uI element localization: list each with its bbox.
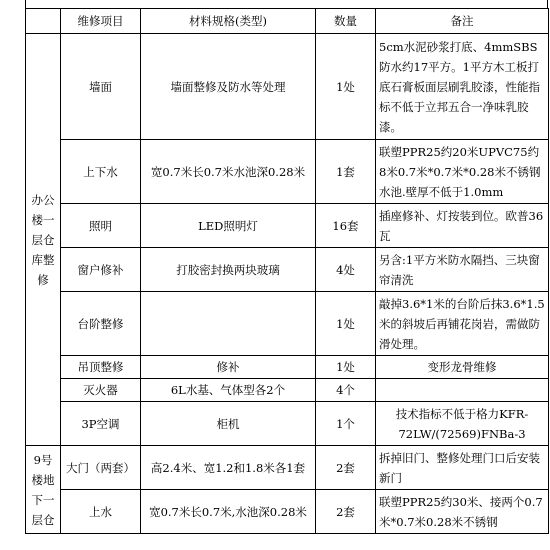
item-cell: 上下水 — [61, 140, 141, 204]
note-cell: 联塑PPR25约20米UPVC75约8米0.7米*0.7米*0.28米不锈钢水池.壁厚不低于1.0mm — [376, 140, 549, 204]
table-row — [26, 34, 549, 140]
spec-cell: LED照明灯 — [141, 204, 316, 248]
item-cell: 吊顶整修 — [61, 356, 141, 379]
note-cell: 5cm水泥砂浆打底、4mmSBS防水约17平方。1平方木工板打底石膏板面层刷乳胶漆，性能指标不低于立邦五合一净味乳胶漆。 — [376, 34, 549, 140]
note-cell: 技术指标不低于格力KFR-72LW/(72569)FNBa-3 — [376, 402, 549, 446]
table-row — [26, 446, 549, 490]
qty-cell: 2套 — [316, 490, 376, 534]
note-cell: 拆掉旧门、整修处理门口后安装新门 — [376, 446, 549, 490]
spec-cell: 打胶密封换两块玻璃 — [141, 248, 316, 292]
qty-cell: 4个 — [316, 379, 376, 402]
group-label-office: 办公楼一层仓库整修 — [26, 34, 61, 446]
table-row — [26, 379, 549, 402]
spec-cell: 宽0.7米长0.7米,水池深0.28米 — [141, 490, 316, 534]
spec-cell: 高2.4米、宽1.2和1.8米各1套 — [141, 446, 316, 490]
table-header-row — [26, 9, 549, 34]
spec-cell: 柜机 — [141, 402, 316, 446]
item-cell: 台阶整修 — [61, 292, 141, 356]
item-cell: 大门（两套） — [61, 446, 141, 490]
table-row — [26, 356, 549, 379]
note-cell — [376, 379, 549, 402]
item-cell: 灭火器 — [61, 379, 141, 402]
header-item: 维修项目 — [61, 9, 141, 34]
qty-cell: 1处 — [316, 356, 376, 379]
repair-table — [25, 8, 549, 534]
qty-cell: 1处 — [316, 292, 376, 356]
item-cell: 3P空调 — [61, 402, 141, 446]
table-top-edge — [25, 0, 548, 8]
header-spec: 材料规格(类型) — [141, 9, 316, 34]
note-cell: 联塑PPR25约30米、接两个0.7米*0.7米0.28米不锈钢 — [376, 490, 549, 534]
spec-cell — [141, 292, 316, 356]
spec-cell: 修补 — [141, 356, 316, 379]
table-row — [26, 292, 549, 356]
group-label-building9: 9号楼地下一层仓 — [26, 446, 61, 534]
header-qty: 数量 — [316, 9, 376, 34]
item-cell: 窗户修补 — [61, 248, 141, 292]
spec-cell: 宽0.7米长0.7米水池深0.28米 — [141, 140, 316, 204]
item-cell: 上水 — [61, 490, 141, 534]
qty-cell: 1个 — [316, 402, 376, 446]
table-row — [26, 248, 549, 292]
item-cell: 墙面 — [61, 34, 141, 140]
header-blank — [26, 9, 61, 34]
table-row — [26, 490, 549, 534]
table-row — [26, 402, 549, 446]
qty-cell: 1套 — [316, 140, 376, 204]
note-cell: 变形龙骨维修 — [376, 356, 549, 379]
qty-cell: 16套 — [316, 204, 376, 248]
spec-cell: 墙面整修及防水等处理 — [141, 34, 316, 140]
table-row — [26, 140, 549, 204]
qty-cell: 1处 — [316, 34, 376, 140]
header-note: 备注 — [376, 9, 549, 34]
note-cell: 插座修补、灯按装到位。欧普36瓦 — [376, 204, 549, 248]
qty-cell: 4处 — [316, 248, 376, 292]
note-cell: 另含:1平方米防水隔挡、三块窗帘清洗 — [376, 248, 549, 292]
table-row — [26, 204, 549, 248]
note-cell: 敲掉3.6*1米的台阶后抹3.6*1.5米的斜坡后再铺花岗岩，需做防滑处理。 — [376, 292, 549, 356]
qty-cell: 2套 — [316, 446, 376, 490]
spec-cell: 6L水基、气体型各2个 — [141, 379, 316, 402]
item-cell: 照明 — [61, 204, 141, 248]
